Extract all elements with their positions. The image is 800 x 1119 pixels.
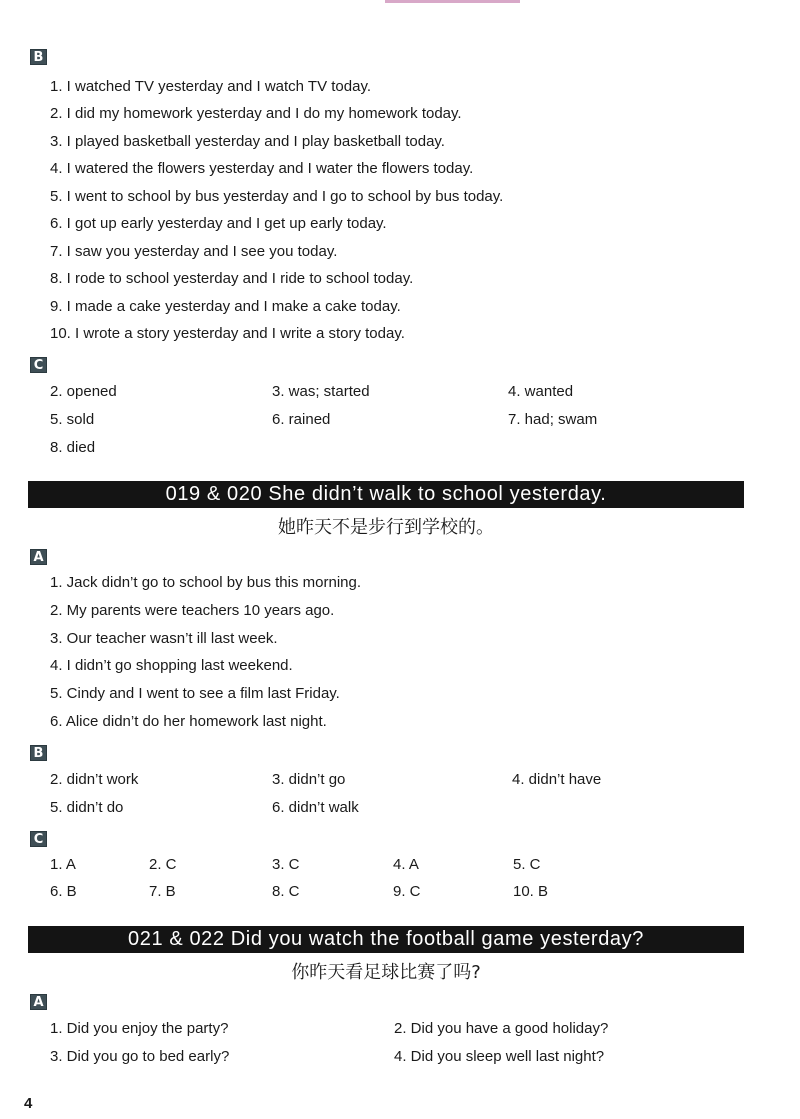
answer-item: 4. didn’t have [512,771,602,788]
answer-item: 2. didn’t work [50,771,139,788]
list-item: 4. I didn’t go shopping last weekend. [50,657,293,674]
answer-item: 5. sold [50,411,95,428]
section-a-badge: A [30,994,47,1010]
list-item: 6. I got up early yesterday and I get up early today. [50,215,387,232]
unit-subtitle: 你昨天看足球比赛了吗? [291,962,481,983]
top-decoration [385,0,520,3]
list-item: 4. Did you sleep well last night? [394,1048,605,1065]
answer-item: 1. A [50,856,76,873]
page-number: 4 [24,1095,33,1112]
answer-item: 4. wanted [508,383,574,400]
list-item: 5. I went to school by bus yesterday and I go to school by bus today. [50,188,504,205]
unit-title-banner: 021 & 022 Did you watch the football game yesterday? [28,926,744,953]
list-item: 10. I wrote a story yesterday and I write a story today. [50,325,405,342]
list-item: 7. I saw you yesterday and I see you today. [50,243,338,260]
answer-item: 7. had; swam [508,411,598,428]
answer-item: 2. opened [50,383,117,400]
answer-item: 5. C [513,856,541,873]
list-item: 2. Did you have a good holiday? [394,1020,609,1037]
answer-item: 3. didn’t go [272,771,346,788]
list-item: 4. I watered the flowers yesterday and I water the flowers today. [50,160,474,177]
answer-item: 10. B [513,883,549,900]
section-b-badge: B [30,49,47,65]
answer-item: 2. C [149,856,177,873]
list-item: 3. Our teacher wasn’t ill last week. [50,630,278,647]
answer-item: 8. died [50,439,96,456]
answer-item: 3. was; started [272,383,370,400]
list-item: 2. My parents were teachers 10 years ago. [50,602,335,619]
section-c-badge: C [30,831,47,847]
unit-subtitle: 她昨天不是步行到学校的。 [278,517,494,538]
list-item: 1. I watched TV yesterday and I watch TV today. [50,78,372,95]
answer-item: 8. C [272,883,300,900]
list-item: 9. I made a cake yesterday and I make a cake today. [50,298,401,315]
answer-item: 6. didn’t walk [272,799,359,816]
list-item: 8. I rode to school yesterday and I ride to school today. [50,270,414,287]
list-item: 2. I did my homework yesterday and I do my homework today. [50,105,462,122]
section-a-badge: A [30,549,47,565]
answer-item: 5. didn’t do [50,799,124,816]
list-item: 1. Did you enjoy the party? [50,1020,229,1037]
list-item: 5. Cindy and I went to see a film last Friday. [50,685,340,702]
list-item: 3. I played basketball yesterday and I play basketball today. [50,133,445,150]
section-c-badge: C [30,357,47,373]
answer-item: 9. C [393,883,421,900]
unit-title-banner: 019 & 020 She didn’t walk to school yesterday. [28,481,744,508]
answer-item: 6. rained [272,411,331,428]
answer-item: 7. B [149,883,176,900]
list-item: 6. Alice didn’t do her homework last night. [50,713,327,730]
list-item: 1. Jack didn’t go to school by bus this morning. [50,574,362,591]
answer-item: 4. A [393,856,419,873]
section-b-badge: B [30,745,47,761]
answer-item: 6. B [50,883,77,900]
list-item: 3. Did you go to bed early? [50,1048,230,1065]
answer-item: 3. C [272,856,300,873]
